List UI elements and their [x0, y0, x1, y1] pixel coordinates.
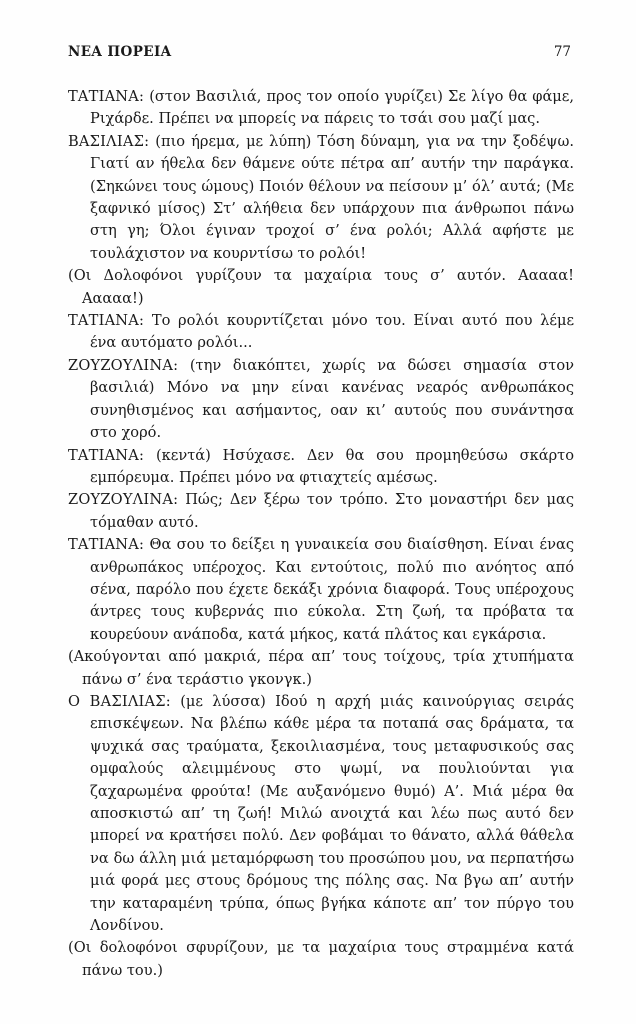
speech-body: (στον Βασιλιά, προς τον οποίο γυρίζει) Σε λίγο θα φάμε, Ριχάρδε. Πρέπει να μπορείς να πάρεις το τσάι σου μαζί μας. [90, 88, 574, 128]
speaker-name: Ο ΒΑΣΙΛΙΑΣ: [68, 692, 171, 710]
running-head: ΝΕΑ ΠΟΡΕΙΑ [68, 44, 172, 60]
stage-direction-3: (Οι δολοφόνοι σφυρίζουν, με τα μαχαίρια τους στραμμένα κατά πάνω του.) [68, 939, 574, 979]
speech-zouzoulina-2 [68, 489, 574, 534]
speech-tatiana-2 [68, 310, 574, 355]
speech-tatiana-1 [68, 86, 574, 131]
speech-vasilias-2 [68, 691, 574, 937]
speech-tatiana-3 [68, 445, 574, 490]
speech-tatiana-4 [68, 534, 574, 646]
speech-body: (με λύσσα) Ιδού η αρχή μιάς καινούργιας σειράς επισκέψεων. Να βλέπω κάθε μέρα τα ποταπά σας δράματα, τα ψυχικά σας τραύματα, ξεκοιλιασμένα, τους μεταφυσικούς σας ομφαλούς αλειμμένους στο ψωμί, να πουλιούνται για ζαχαρωμένα φρούτα! (Με αυξανόμενο θυμό) Α’. Μιά μέρα θα αποσκιστώ απ’ τη ζωή! Μιλώ ανοιχτά και λέω πως αυτό δεν μπορεί να κρατήσει πολύ. Δεν φοβάμαι το θάνατο, αλλά θάθελα να δω άλλη μιά μεταμόρφωση του προσώπου μου, να περπατήσω μιά φορά μες στους δρόμους της πόλης σας. Να βγω απ’ αυτήν την καταραμένη τρύπα, όπως βγήκα κάποτε απ’ τον πύργο του Λονδίνου. [90, 692, 575, 935]
speaker-name: ΖΟΥΖΟΥΛΙΝΑ: [68, 491, 179, 509]
stage-direction-2: (Ακούγονται από μακριά, πέρα απ’ τους τοίχους, τρία χτυπήματα πάνω σ’ ένα τεράστιο γκονγκ.) [68, 648, 574, 688]
speaker-name: ΤΑΤΙΑΝΑ: [68, 88, 145, 105]
speaker-name: ΤΑΤΙΑΝΑ: [68, 312, 145, 330]
stage-direction-1: (Οι Δολοφόνοι γυρίζουν τα μαχαίρια τους σ’ αυτόν. Ααααα! Ααααα!) [68, 267, 574, 307]
speaker-name: ΤΑΤΙΑΝΑ: [68, 536, 145, 554]
speech-body: (την διακόπτει, χωρίς να δώσει σημασία στον βασιλιά) Μόνο να μην είναι κανένας νεαρός ανθρωπάκος συνηθισμένος και ασήμαντος, οαν κι’ αυτούς που συνάντησα στο χορό. [90, 356, 575, 442]
speech-body: Θα σου το δείξει η γυναικεία σου διαίσθηση. Είναι ένας ανθρωπάκος υπέροχος. Και εντούτοις, πολύ πιο ανόητος από σένα, παρόλο που έχετε δεκάξι χρόνια διαφορά. Τους υπέροχους άντρες τους κυβερνάς πιο εύκολα. Στη ζωή, τα πρόβατα τα κουρεύουν ανάποδα, κατά μήκος, κατά πλάτος και εγκάρσια. [90, 536, 575, 643]
speech-zouzoulina-1 [68, 355, 574, 445]
speech-body: Πώς; Δεν ξέρω τον τρόπο. Στο μοναστήρι δεν μας τόμαθαν αυτό. [90, 491, 574, 531]
speech-body: (κεντά) Ησύχασε. Δεν θα σου προμηθεύσω σκάρτο εμπόρευμα. Πρέπει μόνο να φτιαχτείς αμέσως. [90, 446, 575, 486]
speech-vasilias-1 [68, 131, 574, 265]
page-header [68, 44, 571, 66]
speaker-name: ΤΑΤΙΑΝΑ: [68, 446, 145, 464]
speaker-name: ΒΑΣΙΛΙΑΣ: [68, 132, 150, 150]
play-text [68, 86, 574, 982]
speaker-name: ΖΟΥΖΟΥΛΙΝΑ: [68, 356, 179, 374]
speech-body: (πιο ήρεμα, με λύπη) Τόση δύναμη, για να την ξοδέψω. Γιατί αν ήθελα δεν θάμενε ούτε πέτρα απ’ αυτήν την παράγκα. (Σηκώνει τους ώμους) Ποιόν θέλουν να πείσουν μ’ όλ’ αυτά; (Με ξαφνικό μίσος) Στ’ αλήθεια δεν υπάρχουν πια άνθρωποι πάνω στη γη; Όλοι έγιναν τροχοί σ’ ένα ρολόι; Αλλά αφήστε με τουλάχιστον να κουρντίσω το ρολόι! [90, 132, 574, 262]
speech-body: Το ρολόι κουρντίζεται μόνο του. Είναι αυτό που λέμε ένα αυτόματο ρολόι... [90, 312, 575, 352]
page-number: 77 [553, 44, 571, 60]
